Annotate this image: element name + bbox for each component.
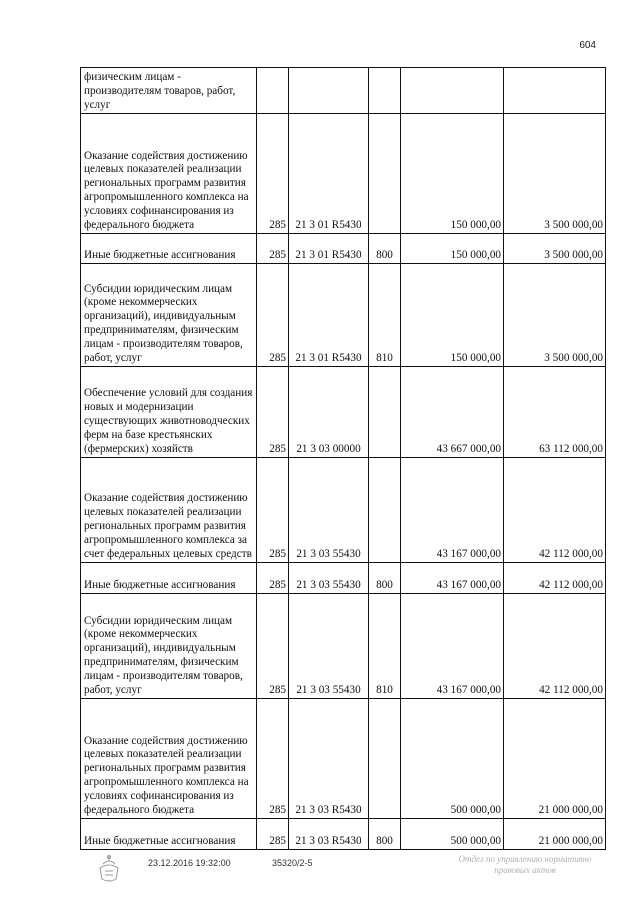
- row-amount-2018: 21 000 000,00: [504, 819, 606, 850]
- row-admin-code: 285: [257, 264, 289, 367]
- footer-doc-code: 35320/2-5: [272, 858, 313, 868]
- row-name: Обеспечение условий для создания новых и модернизации существующих животноводческих ферм на базе крестьянских (фермерских) хозяйств: [81, 367, 257, 458]
- row-admin-code: [257, 68, 289, 114]
- row-expense-type: 810: [369, 594, 401, 699]
- budget-table: [80, 67, 606, 850]
- row-amount-2017: 150 000,00: [401, 264, 504, 367]
- table-row: [81, 234, 606, 264]
- row-expense-type: [369, 68, 401, 114]
- row-target-article: 21 3 01 R5430: [289, 264, 369, 367]
- row-expense-type: [369, 458, 401, 563]
- row-expense-type: [369, 367, 401, 458]
- row-name: Оказание содействия достижению целевых показателей реализации региональных программ развития агропромышленного комплекса на условиях софинансирования из федерального бюджета: [81, 699, 257, 819]
- table-row: [81, 594, 606, 699]
- row-amount-2017: 500 000,00: [401, 699, 504, 819]
- row-admin-code: 285: [257, 699, 289, 819]
- row-amount-2017: 500 000,00: [401, 819, 504, 850]
- row-target-article: [289, 68, 369, 114]
- row-expense-type: 800: [369, 563, 401, 594]
- row-amount-2017: 43 667 000,00: [401, 367, 504, 458]
- row-target-article: 21 3 01 R5430: [289, 114, 369, 234]
- row-name: физическим лицам - производителям товаров, работ, услуг: [81, 68, 257, 114]
- row-amount-2018: 3 500 000,00: [504, 234, 606, 264]
- row-admin-code: 285: [257, 819, 289, 850]
- table-row: [81, 68, 606, 114]
- row-amount-2018: 42 112 000,00: [504, 563, 606, 594]
- row-amount-2017: [401, 68, 504, 114]
- row-admin-code: 285: [257, 563, 289, 594]
- page-number: 604: [579, 40, 596, 51]
- table-row: [81, 367, 606, 458]
- row-target-article: 21 3 03 R5430: [289, 699, 369, 819]
- row-amount-2018: 21 000 000,00: [504, 699, 606, 819]
- table-row: [81, 819, 606, 850]
- row-name: Оказание содействия достижению целевых показателей реализации региональных программ развития агропромышленного комплекса на условиях софинансирования из федерального бюджета: [81, 114, 257, 234]
- row-name: Оказание содействия достижению целевых показателей реализации региональных программ развития агропромышленного комплекса за счет федеральных целевых средств: [81, 458, 257, 563]
- row-target-article: 21 3 03 R5430: [289, 819, 369, 850]
- footer-stamp: [445, 854, 605, 876]
- row-expense-type: 800: [369, 819, 401, 850]
- row-expense-type: 810: [369, 264, 401, 367]
- row-target-article: 21 3 03 00000: [289, 367, 369, 458]
- row-amount-2018: [504, 68, 606, 114]
- row-expense-type: [369, 699, 401, 819]
- row-admin-code: 285: [257, 458, 289, 563]
- row-amount-2018: 3 500 000,00: [504, 264, 606, 367]
- row-expense-type: 800: [369, 234, 401, 264]
- row-amount-2018: 42 112 000,00: [504, 594, 606, 699]
- row-name: Иные бюджетные ассигнования: [81, 563, 257, 594]
- row-amount-2017: 150 000,00: [401, 234, 504, 264]
- row-admin-code: 285: [257, 234, 289, 264]
- row-admin-code: 285: [257, 367, 289, 458]
- row-target-article: 21 3 03 55430: [289, 458, 369, 563]
- row-amount-2017: 43 167 000,00: [401, 458, 504, 563]
- footer-timestamp: 23.12.2016 19:32:00: [148, 858, 231, 868]
- footer-stamp-line: Отдел по управлению нормативно: [458, 854, 592, 864]
- table-row: [81, 699, 606, 819]
- row-amount-2018: 63 112 000,00: [504, 367, 606, 458]
- row-target-article: 21 3 01 R5430: [289, 234, 369, 264]
- footer-stamp-line: правовых актов: [494, 865, 556, 875]
- row-admin-code: 285: [257, 114, 289, 234]
- table-row: [81, 458, 606, 563]
- row-amount-2017: 43 167 000,00: [401, 563, 504, 594]
- row-amount-2017: 43 167 000,00: [401, 594, 504, 699]
- table-row: [81, 264, 606, 367]
- row-amount-2018: 3 500 000,00: [504, 114, 606, 234]
- emblem-icon: [94, 852, 124, 886]
- row-admin-code: 285: [257, 594, 289, 699]
- row-name: Субсидии юридическим лицам (кроме некоммерческих организаций), индивидуальным предпринимателям, физическим лицам - производителям товаров, работ, услуг: [81, 594, 257, 699]
- row-amount-2018: 42 112 000,00: [504, 458, 606, 563]
- row-name: Иные бюджетные ассигнования: [81, 819, 257, 850]
- row-target-article: 21 3 03 55430: [289, 594, 369, 699]
- table-row: [81, 114, 606, 234]
- row-name: Субсидии юридическим лицам (кроме некоммерческих организаций), индивидуальным предпринимателям, физическим лицам - производителям товаров, работ, услуг: [81, 264, 257, 367]
- table-row: [81, 563, 606, 594]
- row-expense-type: [369, 114, 401, 234]
- row-target-article: 21 3 03 55430: [289, 563, 369, 594]
- row-amount-2017: 150 000,00: [401, 114, 504, 234]
- row-name: Иные бюджетные ассигнования: [81, 234, 257, 264]
